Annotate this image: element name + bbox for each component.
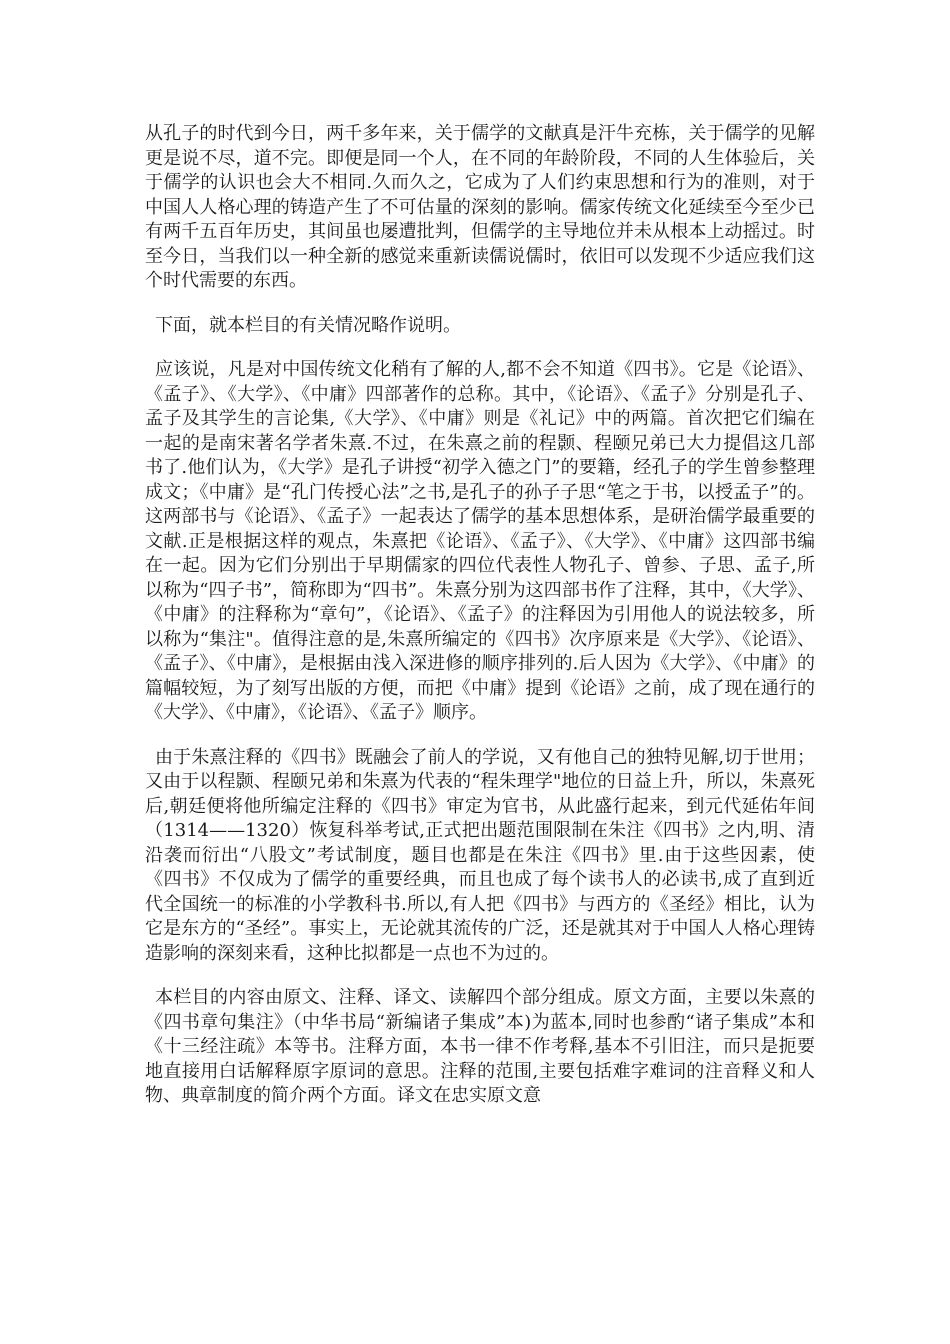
paragraph-intro: 从孔子的时代到今日，两千多年来，关于儒学的文献真是汗牛充栋，关于儒学的见解更是说不尽，道不完。即便是同一个人，在不同的年龄阶段，不同的人生体验后，关于儒学的认识也会大不相同.久而久之，它成为了人们约束思想和行为的准则，对于中国人人格心理的铸造产生了不可估量的深刻的影响。儒家传统文化延续至今至少已有两千五百年历史，其间虽也屡遭批判，但儒学的主导地位并未从根本上动摇过。时至今日，当我们以一种全新的感觉来重新读儒说儒时，依旧可以发现不少适应我们这个时代需要的东西。 [145, 123, 815, 291]
paragraph-explanation: 下面，就本栏目的有关情况略作说明。 [155, 314, 461, 336]
paragraph-four-books: 应该说，凡是对中国传统文化稍有了解的人,都不会不知道《四书》。它是《论语》、《孟子》、《大学》、《中庸》四部著作的总称。其中，《论语》、《孟子》分别是孔子、孟子及其学生的言论集,《大学》、《中庸》则是《礼记》中的两篇。首次把它们编在一起的是南宋著名学者朱熹.不过，在朱熹之前的程颢、程颐兄弟已大力提倡这几部书了.他们认为，《大学》是孔子讲授“初学入德之门”的要籍，经孔子的学生曾参整理成文；《中庸》是“孔门传授心法”之书,是孔子的孙子子思“笔之于书，以授孟子”的。这两部书与《论语》、《孟子》一起表达了儒学的基本思想体系，是研治儒学最重要的文献.正是根据这样的观点，朱熹把《论语》、《孟子》、《大学》、《中庸》这四部书编在一起。因为它们分别出于早期儒家的四位代表性人物孔子、曾参、子思、孟子,所以称为“四子书”，简称即为“四书”。朱熹分别为这四部书作了注释，其中，《大学》、《中庸》的注释称为“章句”，《论语》、《孟子》的注释因为引用他人的说法较多，所以称为“集注"。值得注意的是,朱熹所编定的《四书》次序原来是《大学》、《论语》、《孟子》、《中庸》，是根据由浅入深进修的顺序排列的.后人因为《大学》、《中庸》的篇幅较短，为了刻写出版的方便，而把《中庸》提到《论语》之前，成了现在通行的《大学》、《中庸》，《论语》、《孟子》顺序。 [145, 359, 815, 723]
paragraph-column-content: 本栏目的内容由原文、注释、译文、读解四个部分组成。原文方面，主要以朱熹的《四书章句集注》（中华书局“新编诸子集成”本)为蓝本,同时也参酌“诸子集成”本和《十三经注疏》本等书。注释方面，本书一律不作考释,基本不引旧注，而只是扼要地直接用白话解释原字原词的意思。注释的范围,主要包括难字难词的注音释义和人物、典章制度的简介两个方面。译文在忠实原文意 [145, 987, 815, 1106]
paragraph-zhuxi-influence: 由于朱熹注释的《四书》既融会了前人的学说，又有他自己的独特见解,切于世用；又由于以程颢、程颐兄弟和朱熹为代表的“程朱理学"地位的日益上升，所以，朱熹死后,朝廷便将他所编定注释的《四书》审定为官书，从此盛行起来，到元代延佑年间（1314——1320）恢复科举考试,正式把出题范围限制在朱注《四书》之内,明、清沿袭而衍出“八股文”考试制度，题目也都是在朱注《四书》里.由于这些因素，使《四书》不仅成为了儒学的重要经典，而且也成了每个读书人的必读书,成了直到近代全国统一的标准的小学教科书.所以,有人把《四书》与西方的《圣经》相比，认为它是东方的“圣经”。事实上，无论就其流传的广泛，还是就其对于中国人人格心理铸造影响的深刻来看，这种比拟都是一点也不为过的。 [145, 746, 815, 964]
document-page [145, 122, 815, 1129]
